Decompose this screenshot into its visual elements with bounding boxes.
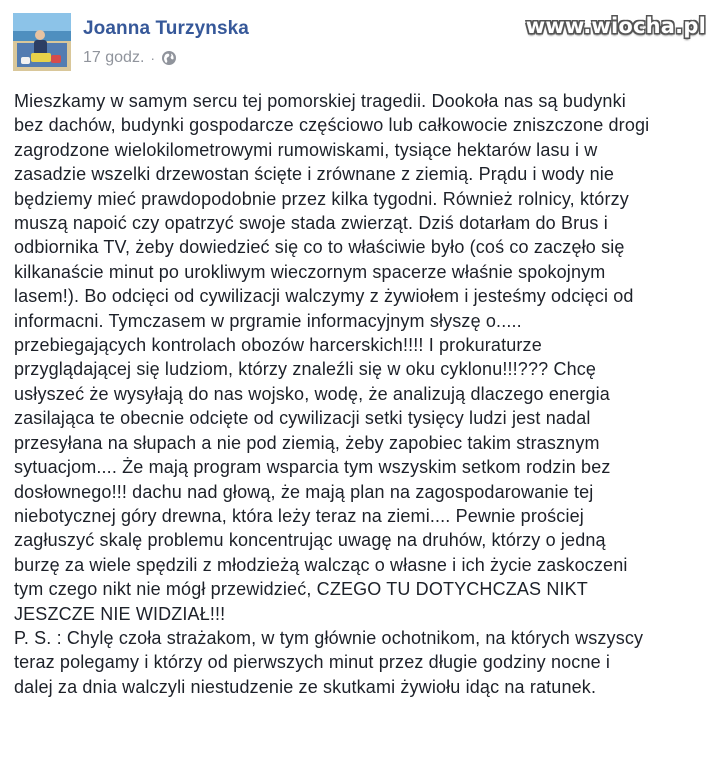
avatar-beach-photo (13, 13, 71, 71)
post-text-line: zasadzie wszelki drzewostan ścięte i zrównane z ziemią. Prądu i wody nie (14, 164, 615, 185)
post-text-line: będziemy mieć prawdopodobnie przez kilka tygodni. Również rolnicy, którzy (14, 188, 629, 209)
author-name[interactable]: Joanna Turzynska (83, 18, 249, 39)
author-avatar[interactable] (13, 13, 71, 71)
globe-icon[interactable] (161, 50, 177, 66)
post-text-line: bez dachów, budynki gospodarcze częściowo lub całkowocie zniszczone drogi (14, 115, 650, 136)
post-text-line: lasem!). Bo odcięci od cywilizacji walczymy z żywiołem i jesteśmy odcięci od (14, 286, 634, 307)
post-meta (83, 47, 177, 69)
post-text-line: przesyłana na słupach a nie pod ziemią, żeby zapobiec takim strasznym (14, 432, 600, 453)
post-text-line: muszą napoić czy opatrzyć swoje stada zwierząt. Dziś dotarłam do Brus i (14, 213, 608, 234)
post-text-line: zagłuszyć skalę problemu koncentrując uwagę na druhów, którzy o jedną (14, 530, 606, 551)
post-text-line: przyglądającej się ludziom, którzy znaleźli się w oku cyklonu!!!??? Chcę (14, 359, 597, 380)
site-watermark: www.wiocha.pl (525, 14, 706, 38)
post-text-line: usłyszeć że wysyłają do nas wojsko, wodę, że analizują dlaczego energia (14, 383, 610, 404)
post-text-line: teraz polegamy i którzy od pierwszych minut przez długie godziny nocne i (14, 652, 611, 673)
post-text-line: zagrodzone wielokilometrowymi rumowiskami, tysiące hektarów lasu i w (14, 139, 598, 160)
post-text-line: burzę za wiele spędzili z młodzieżą walcząc o własne i ich życie zaskoczeni (14, 554, 628, 575)
post-text-line: Mieszkamy w samym sercu tej pomorskiej tragedii. Dookoła nas są budynki (14, 91, 626, 111)
post-text-line: odbiornika TV, żeby dowiedzieć się co to właściwie było (coś co zaczęło się (14, 237, 625, 258)
post-text-line: tym czego nikt nie mógł przewidzieć, CZEGO TU DOTYCHCZAS NIKT (14, 579, 588, 600)
post-text-line: zasilająca te obecnie odcięte od cywilizacji setki tysięcy ludzi jest nadal (14, 408, 591, 429)
meta-separator: · (150, 50, 156, 66)
post-text-line: dosłownego!!! dachu nad głową, że mają plan na zagospodarowanie tej (14, 481, 594, 502)
post-text-line: sytuacjom.... Że mają program wsparcia tym wszyskim setkom rodzin bez (14, 457, 611, 478)
post-text-line: informacni. Tymczasem w prgramie informacyjnym słyszę o..... (14, 310, 522, 331)
post-text-line: JESZCZE NIE WIDZIAŁ!!! (14, 603, 226, 624)
post-text-line: P. S. : Chylę czoła strażakom, w tym głównie ochotnikom, na których wszyscy (14, 627, 644, 648)
post-body (14, 89, 714, 699)
post-timestamp[interactable]: 17 godz. (83, 49, 145, 66)
post-text-line: niebotycznej góry drewna, która leży teraz na ziemi.... Pewnie prościej (14, 505, 584, 526)
post-text-line: kilkanaście minut po urokliwym wieczornym spacerze właśnie spokojnym (14, 261, 606, 282)
post-text-line: przebiegających kontrolach obozów harcerskich!!!! I prokuraturze (14, 335, 542, 356)
post-text-line: dalej za dnia walczyli niestudzenie ze skutkami żywiołu idąc na ratunek. (14, 676, 597, 697)
